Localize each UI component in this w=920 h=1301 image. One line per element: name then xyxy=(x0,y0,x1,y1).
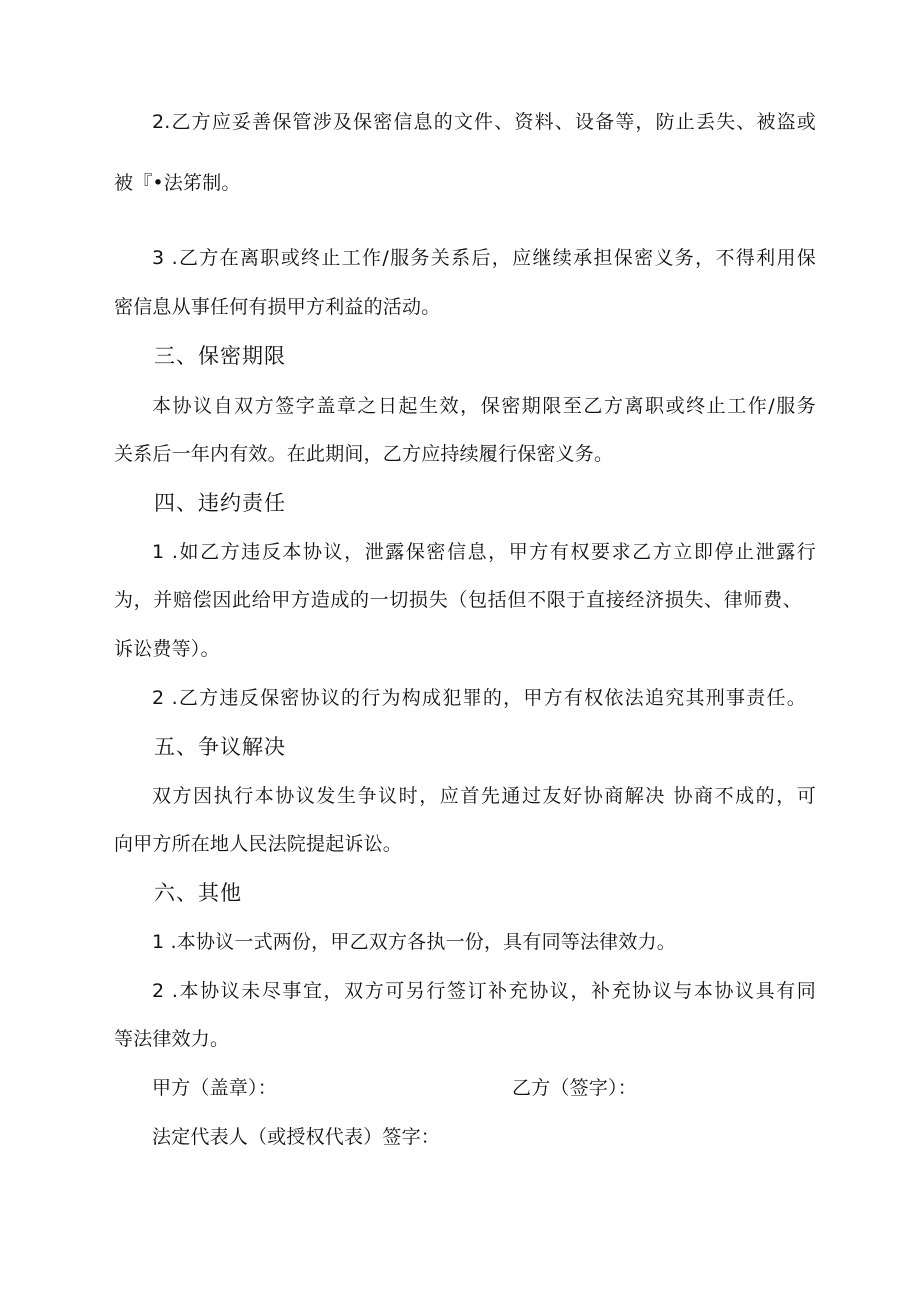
section-3-line-1: 本协议自双方签字盖章之日起生效，保密期限至乙方离职或终止工作/服务 xyxy=(152,395,816,417)
clause-2-line-2: 被『•法笫制。 xyxy=(114,172,241,194)
clause-3-line-2: 密信息从事任何有损甲方利益的活动。 xyxy=(114,296,441,318)
clause-3-line-1: 3 .乙方在离职或终止工作/服务关系后，应继续承担保密义务，不得利用保 xyxy=(152,247,816,269)
section-5-line-2: 向甲方所在地人民法院提起诉讼。 xyxy=(114,833,403,855)
section-6-item-2-line-2: 等法律效力。 xyxy=(114,1028,230,1050)
party-b-signature-label: 乙方（签字）： xyxy=(512,1077,637,1099)
section-4-item-1-line-2: 为，并赔偿因此给甲方造成的一切损失（包括但不限于直接经济损失、律师费、 xyxy=(114,589,802,611)
section-4-heading: 四、违约责任 xyxy=(154,491,286,515)
section-6-heading: 六、其他 xyxy=(154,881,242,905)
section-3-heading: 三、保密期限 xyxy=(154,344,286,368)
section-5-line-1: 双方因执行本协议发生争议时，应首先通过友好协商解决 协商不成的，可 xyxy=(152,785,816,807)
section-6-item-2-line-1: 2 .本协议未尽事宜，双方可另行签订补充协议，补充协议与本协议具有同 xyxy=(152,980,816,1002)
section-4-item-1-line-3: 诉讼费等）。 xyxy=(114,638,220,660)
section-6-item-1: 1 .本协议一式两份，甲乙双方各执一份，具有同等法律效力。 xyxy=(152,931,676,953)
section-3-line-2: 关系后一年内有效。在此期间，乙方应持续履行保密义务。 xyxy=(114,443,614,465)
legal-representative-signature-label: 法定代表人（或授权代表）签字： xyxy=(152,1126,441,1148)
clause-2-line-1: 2.乙方应妥善保管涉及保密信息的文件、资料、设备等，防止丢失、被盗或 xyxy=(152,111,816,133)
party-a-seal-label: 甲方（盖章）： xyxy=(152,1077,277,1099)
section-4-item-1-line-1: 1 .如乙方违反本协议，泄露保密信息，甲方有权要求乙方立即停止泄露行 xyxy=(152,541,816,563)
section-4-item-2: 2 .乙方违反保密协议的行为构成犯罪的，甲方有权依法追究其刑事责任。 xyxy=(152,687,806,709)
section-5-heading: 五、争议解决 xyxy=(154,735,286,759)
